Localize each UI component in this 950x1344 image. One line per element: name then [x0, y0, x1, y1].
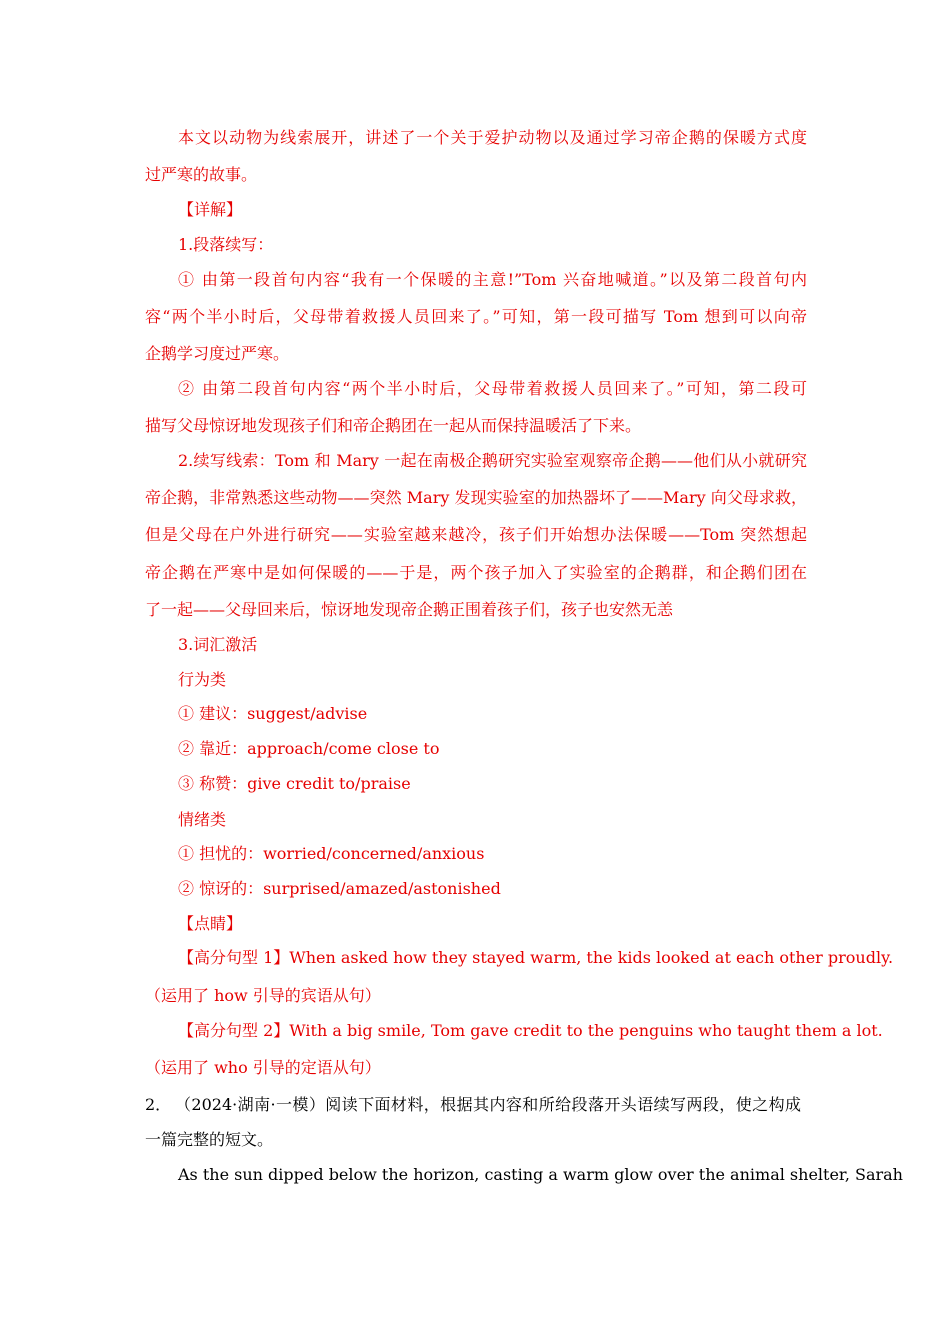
- clue-line-5: 了一起——父母回来后，惊讶地发现帝企鹅正围着孩子们，孩子也安然无恙: [145, 600, 674, 619]
- clue-line-4: 帝企鹅在严寒中是如何保暖的——于是，两个孩子加入了实验室的企鹅群，和企鹅们团在: [145, 563, 807, 582]
- subheading-paragraph-writing: 1.段落续写：: [178, 235, 274, 254]
- vocab-category-action: 行为类: [178, 670, 227, 689]
- sentence-pattern-2-note: （运用了 who 引导的定语从句）: [145, 1058, 381, 1077]
- point-1-line-2: 容“两个半小时后，父母带着救援人员回来了。”可知，第一段可描写 Tom 想到可以向帝: [145, 307, 807, 326]
- clue-line-2: 帝企鹅，非常熟悉这些动物——突然 Mary 发现实验室的加热器坏了——Mary 向父母求救，: [145, 488, 807, 507]
- vocab-item: ① 担忧的：worried/concerned/anxious: [178, 844, 485, 863]
- vocab-item: ① 建议：suggest/advise: [178, 704, 368, 723]
- vocab-item: ② 惊讶的：surprised/amazed/astonished: [178, 879, 501, 898]
- question-prompt-line-1: （2024·湖南·一模）阅读下面材料，根据其内容和所给段落开头语续写两段，使之构成: [175, 1095, 801, 1114]
- question-prompt-line-2: 一篇完整的短文。: [145, 1130, 274, 1149]
- vocab-item: ③ 称赞：give credit to/praise: [178, 774, 411, 793]
- section-heading-detail: 【详解】: [178, 200, 243, 219]
- vocab-item: ② 靠近：approach/come close to: [178, 739, 440, 758]
- subheading-vocabulary: 3.词汇激活: [178, 635, 258, 654]
- point-1-line-3: 企鹅学习度过严寒。: [145, 344, 290, 363]
- point-2-line-1: ② 由第二段首句内容“两个半小时后，父母带着救援人员回来了。”可知，第二段可: [178, 379, 807, 398]
- point-2-line-2: 描写父母惊讶地发现孩子们和帝企鹅团在一起从而保持温暖活了下来。: [145, 416, 642, 435]
- question-number: 2．: [145, 1095, 172, 1114]
- summary-line-1: 本文以动物为线索展开，讲述了一个关于爱护动物以及通过学习帝企鹅的保暖方式度: [178, 128, 807, 147]
- clue-line-1: 2.续写线索：Tom 和 Mary 一起在南极企鹅研究实验室观察帝企鹅——他们从小就研究: [178, 451, 807, 470]
- passage-line-1: As the sun dipped below the horizon, casting a warm glow over the animal shelter, Sarah: [178, 1165, 903, 1184]
- summary-line-2: 过严寒的故事。: [145, 165, 258, 184]
- clue-line-3: 但是父母在户外进行研究——实验室越来越冷，孩子们开始想办法保暖——Tom 突然想起: [145, 525, 807, 544]
- sentence-pattern-1-note: （运用了 how 引导的宾语从句）: [145, 986, 381, 1005]
- section-heading-highlight: 【点睛】: [178, 914, 243, 933]
- vocab-category-emotion: 情绪类: [178, 810, 227, 829]
- sentence-pattern-1: 【高分句型 1】When asked how they stayed warm, the kids looked at each other proudly.: [178, 948, 894, 967]
- sentence-pattern-2: 【高分句型 2】With a big smile, Tom gave credit to the penguins who taught them a lot.: [178, 1021, 883, 1040]
- point-1-line-1: ① 由第一段首句内容“我有一个保暖的主意!”Tom 兴奋地喊道。”以及第二段首句内: [178, 270, 807, 289]
